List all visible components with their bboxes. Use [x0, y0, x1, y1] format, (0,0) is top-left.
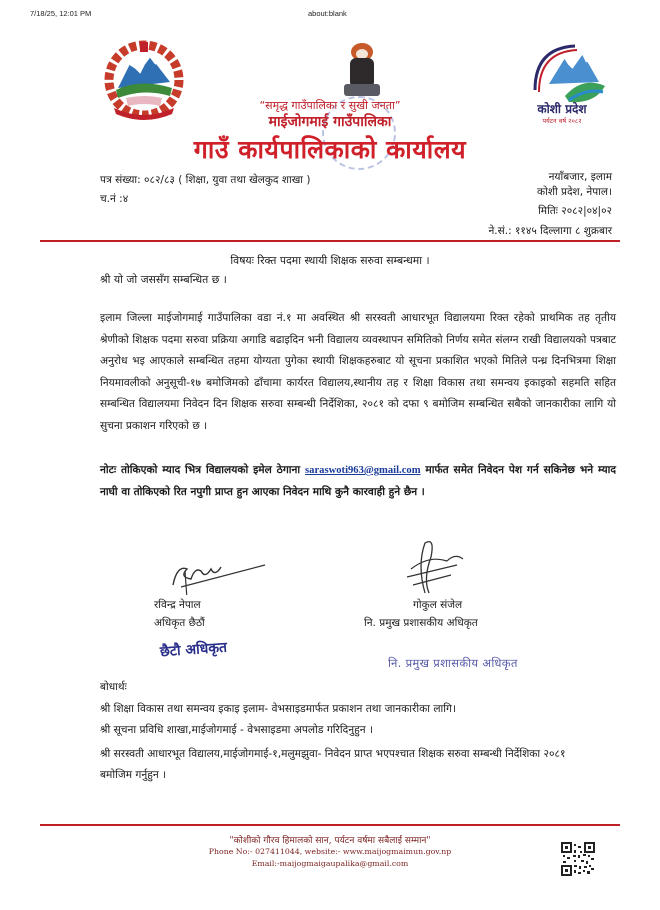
qr-code-icon	[561, 842, 595, 876]
header-divider	[40, 240, 620, 242]
red-panda-emblem	[340, 40, 384, 98]
handwritten-signature-icon	[165, 555, 275, 595]
address-line-1: नयाँबजार, इलाम	[548, 171, 612, 183]
print-url: about:blank	[308, 9, 347, 18]
print-datetime: 7/18/25, 12:01 PM	[30, 9, 92, 18]
signatory-1-stamp: छैटौ अधिकृत	[159, 639, 228, 661]
signatory-2-name: गोकुल संजेल	[413, 599, 463, 611]
signature-left	[165, 555, 275, 595]
office-title: गाउँ कार्यपालिकाको कार्यालय	[193, 135, 467, 164]
school-email-link[interactable]: saraswoti963@gmail.com	[305, 465, 421, 476]
footer-slogan: "कोशीको गौरव हिमालको सान, पर्यटन वर्षमा सबैलाई सम्मान"	[229, 836, 431, 846]
signature-right	[395, 535, 475, 597]
cc-item: श्री शिक्षा विकास तथा समन्वय इकाइ इलाम- वेभसाइडमार्फत प्रकाशन तथा जानकारीका लागि।	[100, 703, 456, 715]
cc-item: श्री सरस्वती आधारभूत विद्यालय,माईजोगमाई-१,मलुमझुवा- निवेदन प्राप्त भएपश्चात शिक्षक सरुवा सम्बन्धी निर्देशिका २०८१ बमोजिम गर्नुहुन ।	[100, 748, 566, 781]
municipality-name: माईजोगमाई गाउँपालिका	[268, 114, 392, 130]
footer-divider	[40, 824, 620, 826]
qr-code[interactable]	[561, 842, 595, 876]
note-suffix: मार्फत समेत निवेदन पेश गर्न सकिनेछ भने म्याद नाघी वा तोकिएको रित नपुगी प्राप्त हुन आएका निवेदन माथि कुनै कारवाही हुने छैन ।	[100, 464, 617, 498]
koshi-logo-subtitle: पर्यटन वर्ष २०८२	[542, 117, 582, 125]
letter-salutation: श्री यो जो जससँग सम्बन्धित छ ।	[100, 273, 227, 286]
cc-item: श्री सूचना प्रविधि शाखा,माईजोगमाई - वेभसाइडमा अपलोड गरिदिनुहुन ।	[100, 724, 373, 736]
koshi-logo-title: कोशी प्रदेश	[537, 102, 587, 116]
footer-email: Email:-maijogmaigaupalika@gmail.com	[251, 859, 409, 868]
letterhead-motto: “समृद्ध गाउँपालिका र सुखी जनता”	[259, 99, 401, 112]
footer-contact: Phone No:- 027411044, website:- www.maijogmaimun.gov.np	[208, 847, 452, 856]
address-line-2: कोशी प्रदेश, नेपाल।	[537, 186, 612, 198]
red-panda-icon	[340, 40, 384, 98]
nepal-sambat-date: ने.सं.: ११४५ दिल्लागा ८ शुक्रबार	[488, 225, 612, 237]
letter-subject: विषयः रिक्त पदमा स्थायी शिक्षक सरुवा सम्बन्धमा ।	[230, 254, 430, 267]
dispatch-number: च.नं :४	[100, 193, 129, 205]
letter-reference-number: पत्र संख्या: ०८२/८३ ( शिक्षा, युवा तथा खेलकुद शाखा )	[100, 174, 311, 186]
letter-paragraph: इलाम जिल्ला माईजोगमाई गाउँपालिका वडा नं.१ मा अवस्थित श्री सरस्वती आधारभूत विद्यालयमा रिक्त रहेको प्राथमिक तह तृतीय श्रेणीको शिक्षक पदमा सरुवा प्रक्रिया अगाडि बढाइदिन भनी विद्यालय व्यवस्थापन समितिको निर्णय समेत संलग्न राखी विद्यालयको पत्रबाट अनुरोध भइ आएकाले सम्बन्धित तहमा योग्यता पुगेका स्थायी शिक्षकहरुबाट यो सूचना प्रकाशित भएको मितिले पन्ध्र दिनभित्रमा शिक्षा नियमावलीको अनुसूची-१७ बमोजिमको ढाँचामा कार्यरत विद्यालय,स्थानीय तह र शिक्षा विकास तथा समन्वय इकाइको सहमति सहित सम्बन्धित विद्यालयमा निवेदन दिन शिक्षक सरुवा सम्बन्धी निर्देशिका, २०८१ को दफा ९ बमोजिम सम्बन्धित सबैको जानकारीका लागि यो सुचना प्रकाशन गरिएको छ ।	[100, 312, 616, 432]
signatory-1-title: अधिकृत छैठौं	[154, 617, 205, 629]
note-prefix: नोटः तोकिएको म्याद भित्र विद्यालयको इमेल ठेगाना	[100, 464, 306, 476]
cc-heading: बोधार्थः	[100, 681, 127, 693]
signatory-1-name: रविन्द्र नेपाल	[154, 599, 201, 611]
letter-note	[100, 460, 616, 503]
letter-date: मितिः २०८२|०४|०२	[538, 205, 612, 217]
signatory-2-stamp: नि. प्रमुख प्रशासकीय अधिकृत	[388, 656, 518, 670]
handwritten-signature-icon	[395, 535, 475, 597]
signatory-2-title: नि. प्रमुख प्रशासकीय अधिकृत	[364, 617, 478, 629]
